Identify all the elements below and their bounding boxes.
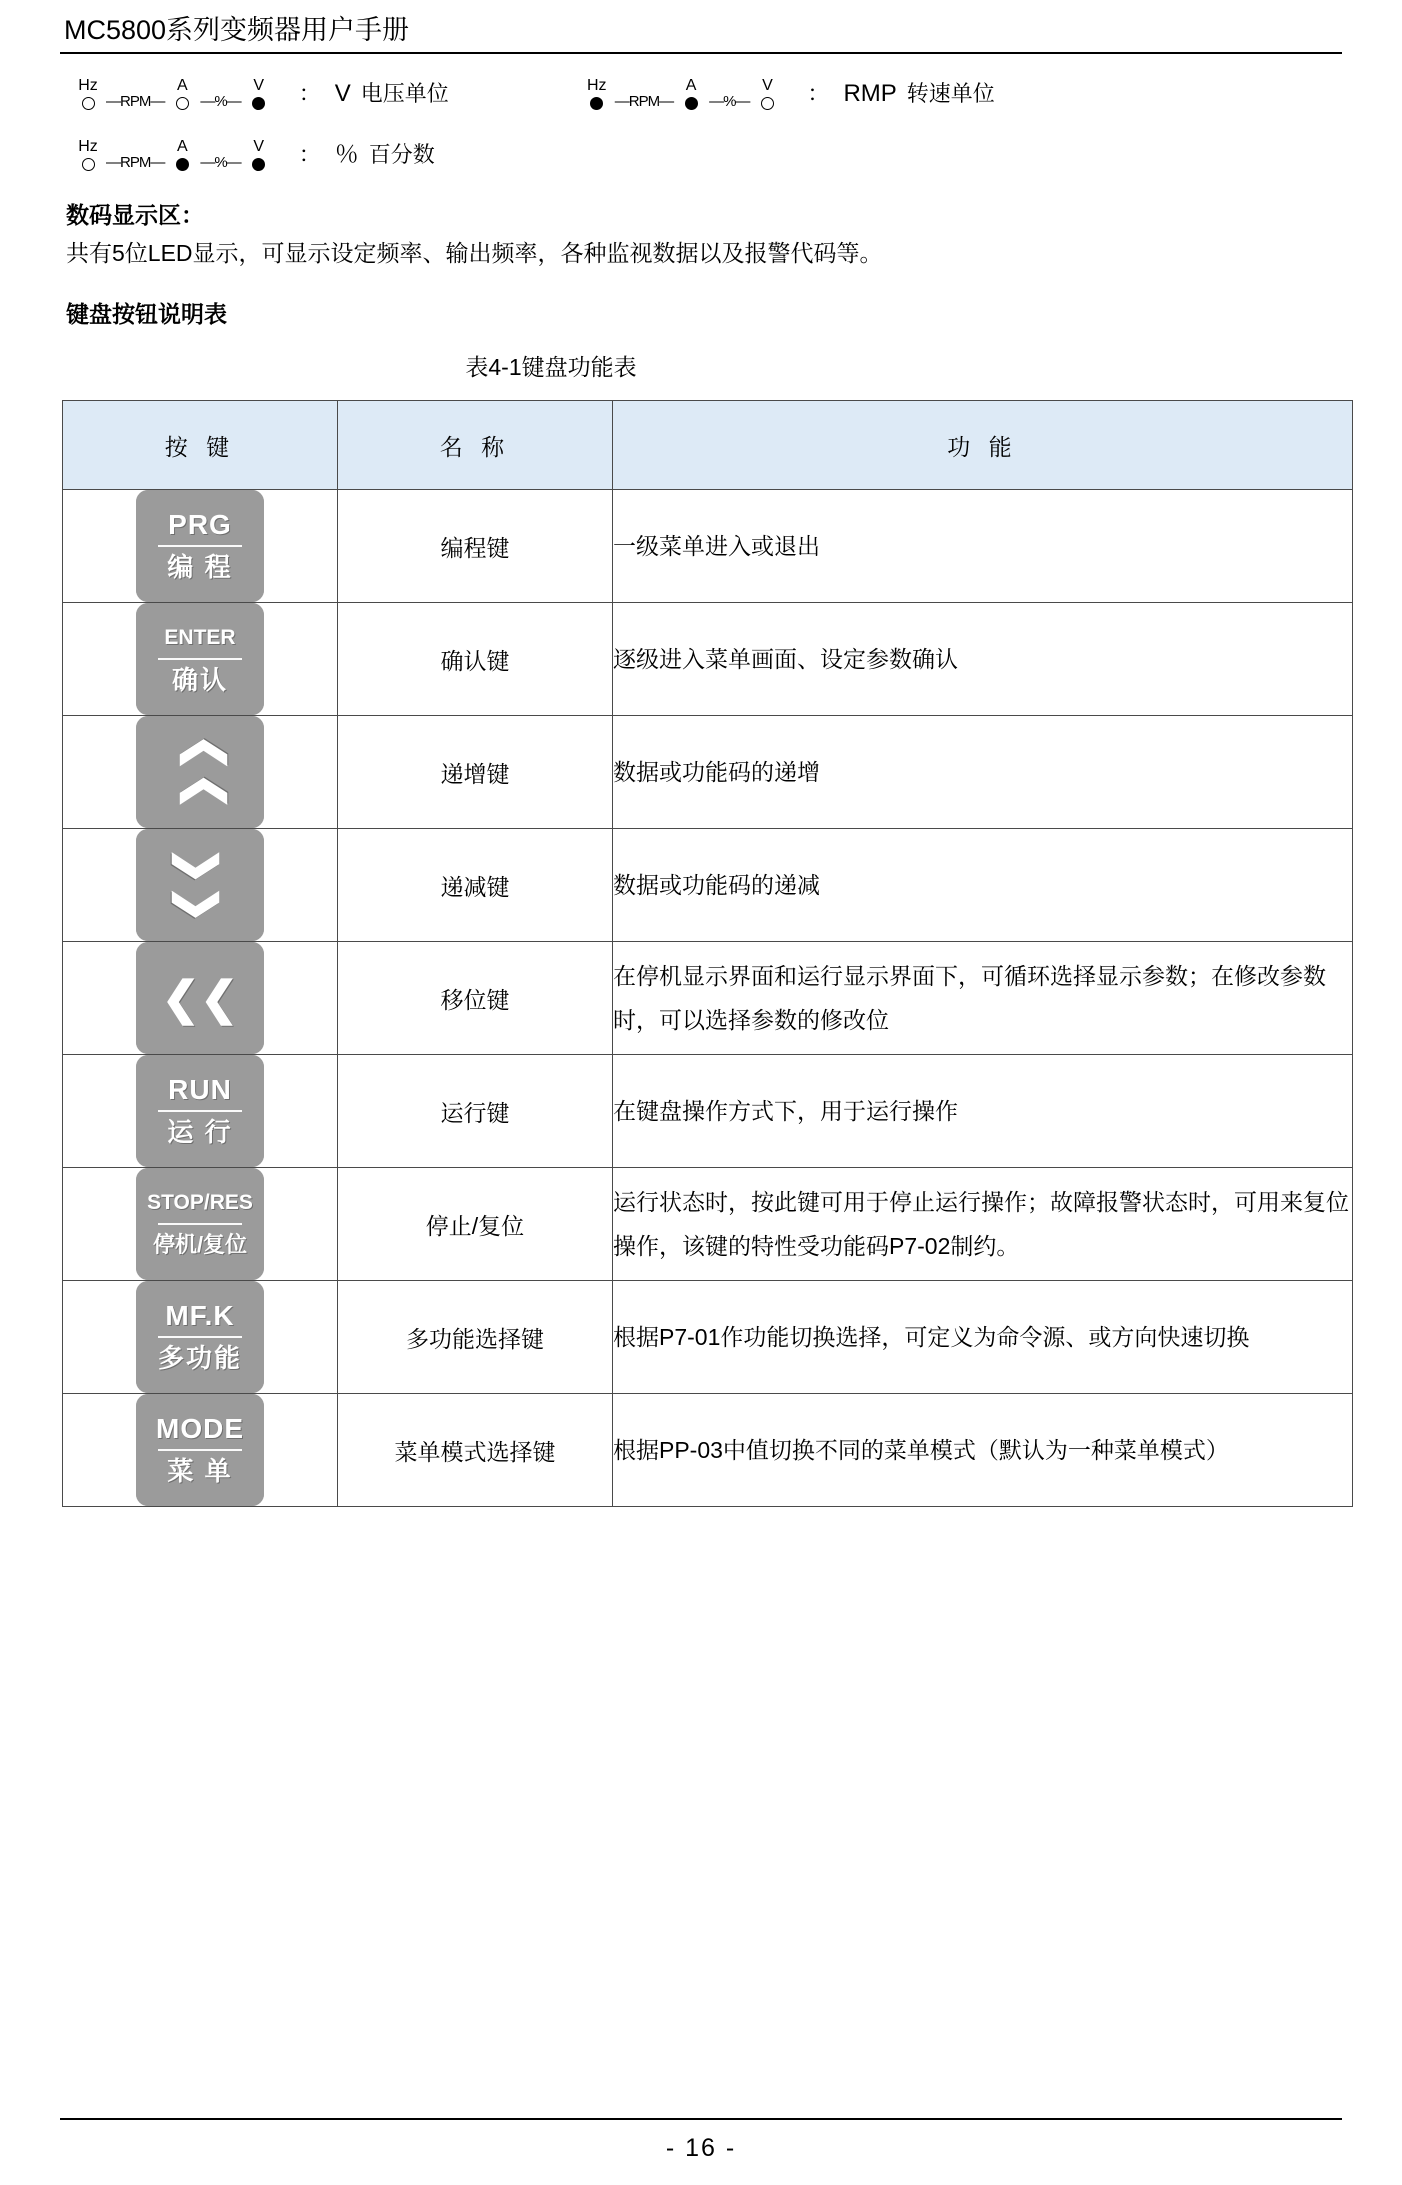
- key-button-mode[interactable]: [136, 1394, 264, 1506]
- key-function: 在键盘操作方式下，用于运行操作: [613, 1055, 1353, 1168]
- table-row: [63, 1394, 1353, 1507]
- key-name: 停止/复位: [338, 1168, 613, 1281]
- led-separator-rpm: —RPM—: [106, 93, 165, 110]
- table-header-name: 名 称: [338, 401, 613, 490]
- led-unit-group-percent: [70, 136, 435, 171]
- led-label-a: A: [177, 77, 188, 94]
- led-symbol-3: ％: [334, 141, 359, 168]
- led-meaning-2: [843, 77, 994, 108]
- key-button-run[interactable]: [136, 1055, 264, 1167]
- led-item-hz: [70, 78, 106, 110]
- led-label-a-2: A: [685, 77, 697, 94]
- table-row: [63, 1168, 1353, 1281]
- led-label-hz: Hz: [78, 77, 98, 94]
- led-separator-percent: —%—: [200, 93, 241, 110]
- key-function: 在停机显示界面和运行显示界面下，可循环选择显示参数；在修改参数时，可以选择参数的修改位: [613, 942, 1353, 1055]
- led-label-v-3: V: [253, 138, 265, 155]
- key-cell: [63, 603, 338, 716]
- led-symbol-1: V: [334, 80, 351, 107]
- led-row-2: [70, 136, 1342, 171]
- key-divider: [158, 1110, 242, 1112]
- key-button-stop-reset[interactable]: [136, 1168, 264, 1280]
- key-label-cn: 多功能: [157, 1343, 242, 1373]
- led-separator-percent-2: —%—: [709, 93, 750, 110]
- key-label-en: PRG: [168, 509, 232, 540]
- led-dot-a-3: [176, 158, 189, 171]
- key-label-en: MF.K: [165, 1300, 235, 1331]
- header-title: MC5800系列变频器用户手册: [64, 15, 410, 45]
- key-name: 移位键: [338, 942, 613, 1055]
- led-item-v: [241, 78, 277, 110]
- key-divider: [158, 1336, 242, 1338]
- key-cell: [63, 716, 338, 829]
- led-colon-3: ：: [298, 142, 321, 167]
- key-label-en: ENTER: [164, 626, 236, 649]
- led-unit-group-voltage: [70, 78, 449, 110]
- key-cell: [63, 1168, 338, 1281]
- table-header-row: [63, 401, 1353, 490]
- led-separator-rpm-2: —RPM—: [614, 93, 674, 110]
- led-label-a-3: A: [177, 138, 188, 155]
- key-label-en: STOP/RES: [147, 1191, 253, 1214]
- key-label-en: RUN: [168, 1074, 232, 1105]
- led-dot-a: [176, 97, 189, 110]
- led-unit-group-speed: [579, 78, 995, 110]
- key-function: 数据或功能码的递减: [613, 829, 1353, 942]
- led-dot-hz: [82, 97, 95, 110]
- led-colon-1: ：: [298, 81, 321, 106]
- key-divider: [158, 1449, 242, 1451]
- chevron-down-icon: ❯❯: [174, 846, 226, 924]
- key-label-en: MODE: [156, 1413, 244, 1444]
- table-header-key: 按 键: [63, 401, 338, 490]
- key-button-down[interactable]: [136, 829, 264, 941]
- key-button-enter[interactable]: [136, 603, 264, 715]
- key-cell: [63, 1394, 338, 1507]
- led-item-hz-3: [70, 139, 106, 171]
- key-button-prg[interactable]: [136, 490, 264, 602]
- key-name: 编程键: [338, 490, 613, 603]
- key-name: 运行键: [338, 1055, 613, 1168]
- table-row: [63, 1281, 1353, 1394]
- table-row: [63, 603, 1353, 716]
- led-dot-hz-2: [590, 97, 603, 110]
- key-name: 菜单模式选择键: [338, 1394, 613, 1507]
- led-label-v: V: [253, 77, 265, 94]
- key-function: 根据P7-01作功能切换选择，可定义为命令源、或方向快速切换: [613, 1281, 1353, 1394]
- led-item-hz-2: [579, 78, 615, 110]
- table-caption: 表4-1键盘功能表: [465, 354, 637, 380]
- led-row-1: [70, 78, 1342, 110]
- footer-divider: [60, 2118, 1342, 2120]
- key-name: 确认键: [338, 603, 613, 716]
- led-meaning-1: [335, 77, 449, 108]
- led-dot-v: [252, 97, 265, 110]
- led-label-hz-3: Hz: [78, 138, 98, 155]
- page-footer: [60, 2118, 1342, 2163]
- led-separator-rpm-3: —RPM—: [106, 154, 165, 171]
- led-item-v-2: [749, 78, 785, 110]
- key-cell: [63, 490, 338, 603]
- key-label-cn: 菜 单: [167, 1456, 233, 1486]
- keyboard-function-table: [62, 400, 1353, 1507]
- chevron-left-icon: ❮❮: [161, 972, 239, 1024]
- table-row: [63, 716, 1353, 829]
- key-cell: [63, 1281, 338, 1394]
- table-row: [63, 942, 1353, 1055]
- led-item-v-3: [241, 139, 277, 171]
- key-label-cn: 运 行: [167, 1117, 233, 1147]
- led-item-a-2: [673, 78, 709, 110]
- led-meaning-3: [335, 134, 435, 169]
- key-divider: [158, 658, 242, 660]
- led-colon-2: ：: [807, 81, 830, 106]
- led-dot-hz-3: [82, 158, 95, 171]
- led-item-a: [164, 78, 200, 110]
- led-meaning-text-1: 电压单位: [360, 81, 449, 106]
- key-name: 多功能选择键: [338, 1281, 613, 1394]
- led-label-v-2: V: [762, 77, 773, 94]
- display-section-paragraph: 共有5位LED显示，可显示设定频率、输出频率，各种监视数据以及报警代码等。: [66, 240, 883, 266]
- key-function: 根据PP-03中值切换不同的菜单模式（默认为一种菜单模式）: [613, 1394, 1353, 1507]
- display-section-title: 数码显示区：: [66, 202, 204, 228]
- keyboard-section-title: 键盘按钮说明表: [66, 301, 227, 327]
- led-dot-v-3: [252, 158, 265, 171]
- key-button-up[interactable]: [136, 716, 264, 828]
- header-divider: [60, 52, 1342, 54]
- key-cell: [63, 942, 338, 1055]
- key-label-cn: 停机/复位: [152, 1232, 248, 1257]
- table-header-func: 功 能: [613, 401, 1353, 490]
- key-cell: [63, 829, 338, 942]
- key-button-multifunction[interactable]: [136, 1281, 264, 1393]
- chevron-up-icon: ❯❯: [174, 733, 226, 811]
- led-dot-v-2: [761, 97, 774, 110]
- led-dot-a-2: [685, 97, 698, 110]
- led-symbol-2: RMP: [843, 80, 897, 107]
- table-row: [63, 490, 1353, 603]
- page-number: - 16 -: [665, 2134, 737, 2162]
- key-divider: [158, 545, 242, 547]
- led-meaning-text-3: 百分数: [368, 142, 435, 167]
- key-function: 逐级进入菜单画面、设定参数确认: [613, 603, 1353, 716]
- led-indicator-block: [60, 78, 1342, 171]
- table-row: [63, 829, 1353, 942]
- key-divider: [158, 1223, 242, 1225]
- key-name: 递增键: [338, 716, 613, 829]
- key-label-cn: 确认: [171, 665, 228, 695]
- key-name: 递减键: [338, 829, 613, 942]
- led-item-a-3: [164, 139, 200, 171]
- led-meaning-text-2: 转速单位: [906, 81, 995, 106]
- table-row: [63, 1055, 1353, 1168]
- page-header: [60, 0, 1342, 54]
- key-label-cn: 编 程: [167, 552, 233, 582]
- led-separator-percent-3: —%—: [200, 154, 241, 171]
- key-button-shift[interactable]: [136, 942, 264, 1054]
- led-label-hz-2: Hz: [586, 77, 607, 94]
- key-function: 一级菜单进入或退出: [613, 490, 1353, 603]
- key-function: 数据或功能码的递增: [613, 716, 1353, 829]
- key-function: 运行状态时，按此键可用于停止运行操作；故障报警状态时，可用来复位操作，该键的特性受功能码P7-02制约。: [613, 1168, 1353, 1281]
- key-cell: [63, 1055, 338, 1168]
